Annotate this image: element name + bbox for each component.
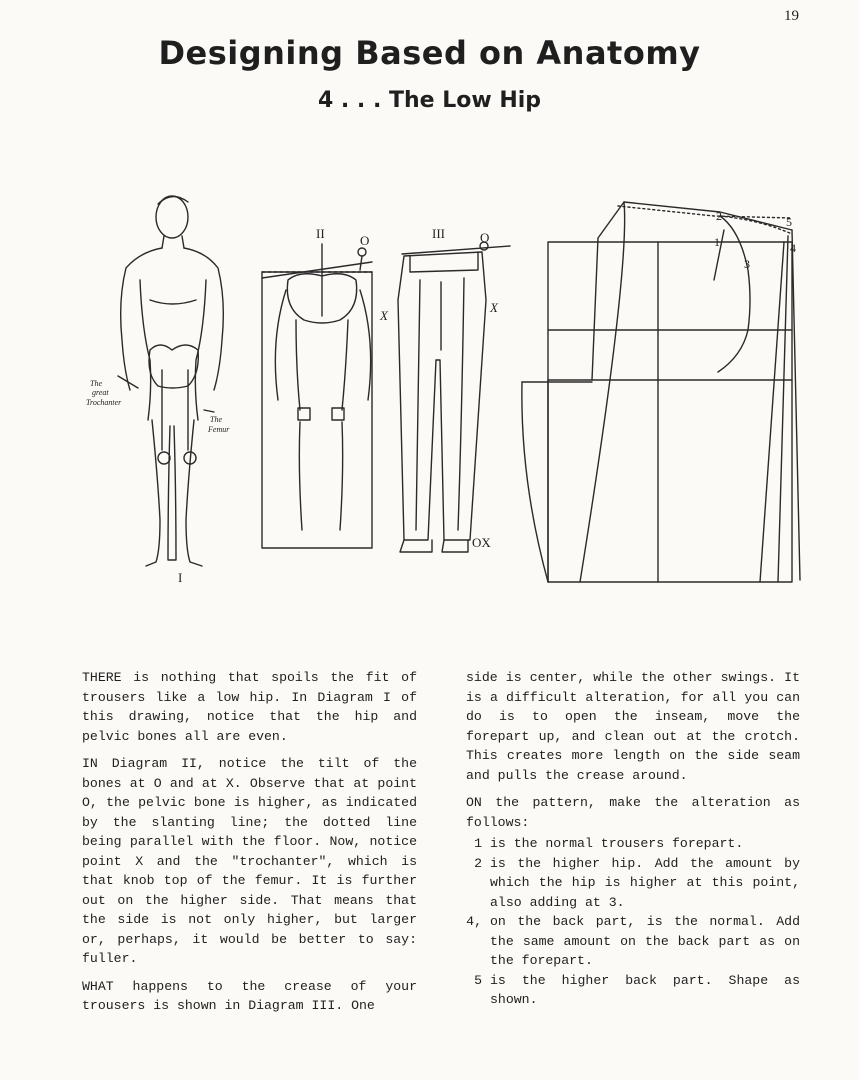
label-diagram-3: III: [432, 226, 445, 241]
label-pt4: 4: [790, 241, 796, 255]
label-diagram-2: II: [316, 226, 325, 241]
label-pt2: 2: [716, 209, 722, 223]
paragraph-pattern-intro: ON the pattern, make the alteration as follows:: [466, 795, 800, 830]
list-item: 5 is the higher back part. Shape as shown.: [474, 972, 800, 1007]
diagram-2-skeleton: [262, 244, 372, 548]
label-trochanter-1: The: [90, 379, 102, 388]
alteration-steps: [466, 834, 800, 1010]
list-item: 2 is the higher hip. Add the amount by which the hip is higher at this point, also adding at 3.: [474, 855, 800, 910]
label-point-o-3: O: [480, 230, 490, 245]
label-point-x-2: X: [380, 308, 388, 323]
label-point-x-3: X: [490, 300, 498, 315]
label-pt3: 3: [744, 257, 750, 271]
label-point-ox: OX: [472, 535, 491, 550]
text-column-right: [466, 668, 800, 1010]
label-femur-2: Femur: [208, 425, 230, 434]
page-number: 19: [784, 8, 799, 24]
label-trochanter-2: great: [92, 388, 109, 397]
paragraph-continuation: side is center, while the other swings. It is a difficult alteration, for all you can do is to open the inseam, move the forepart up, and clean out at the crotch. This creates more length on the side seam and pulls the crease around.: [466, 670, 800, 783]
list-item: 4, on the back part, is the normal. Add the same amount on the back part as on the forepart.: [466, 914, 800, 968]
pattern-draft: [522, 202, 800, 582]
label-femur-1: The: [210, 415, 222, 424]
page-subtitle: 4 . . . The Low Hip: [317, 88, 542, 113]
label-trochanter-3: Trochanter: [86, 398, 122, 407]
paragraph-diagram-2: IN Diagram II, notice the tilt of the bones at O and at X. Observe that at point O, the pelvic bone is higher, as indicated by the slanting line; the dotted line being parallel with the floor. Now, notice point X and the "trochanter", which is that knob top of the femur. It is further out on the higher side. That means that the side is not only higher, but larger or, perhaps, it would be better to say: fuller.: [82, 756, 417, 966]
label-diagram-1: I: [178, 570, 183, 585]
label-pt1: 1: [714, 235, 720, 249]
illustration: [0, 190, 859, 590]
paragraph-diagram-3: WHAT happens to the crease of your trousers is shown in Diagram III. One: [82, 978, 417, 1013]
page-title: Designing Based on Anatomy: [158, 34, 701, 72]
diagram-3-trousers: [398, 242, 510, 552]
label-pt5: 5: [786, 215, 792, 229]
list-item: 1 is the normal trousers forepart.: [474, 836, 744, 851]
paragraph-intro: THERE is nothing that spoils the fit of trousers like a low hip. In Diagram I of this drawing, notice that the hip and pelvic bones all are even.: [82, 670, 417, 744]
diagram-1-figure: [118, 196, 223, 566]
label-point-o-2: O: [360, 233, 370, 248]
text-column-left: [82, 668, 417, 1024]
